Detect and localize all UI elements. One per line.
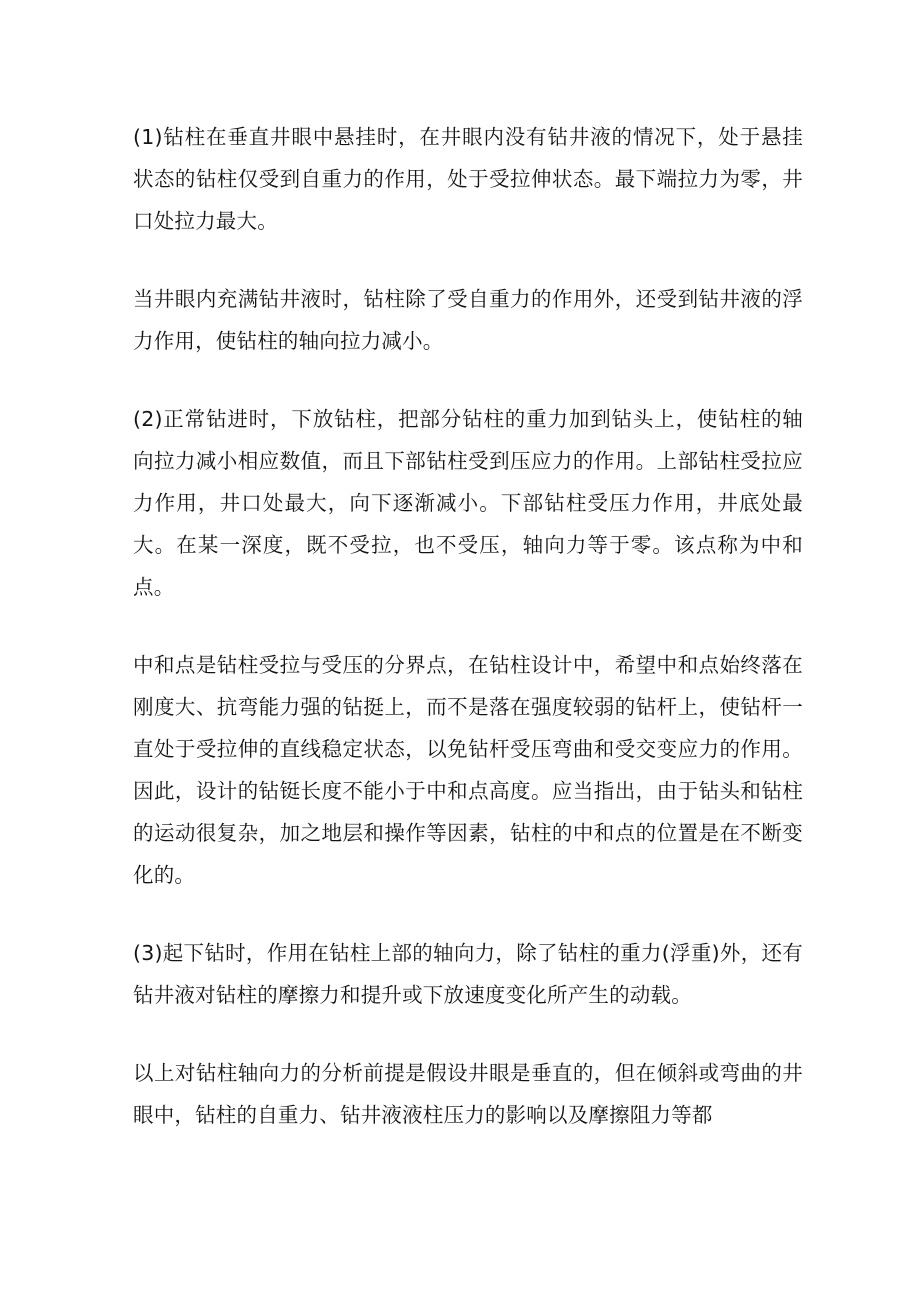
paragraph-4: 中和点是钻柱受拉与受压的分界点，在钻柱设计中，希望中和点始终落在刚度大、抗弯能力强的钻挺上，而不是落在强度较弱的钻杆上，使钻杆一直处于受拉伸的直线稳定状态，以免钻杆受压弯曲和受交变应力的作用。因此，设计的钻铤长度不能小于中和点高度。应当指出，由于钻头和钻柱的运动很复杂，加之地层和操作等因素，钻柱的中和点的位置是在不断变化的。 bbox=[133, 653, 803, 887]
paragraph-5: (3)起下钻时，作用在钻柱上部的轴向力，除了钻柱的重力(浮重)外，还有钻井液对钻柱的摩擦力和提升或下放速度变化所产生的动载。 bbox=[133, 941, 803, 1007]
paragraph-6: 以上对钻柱轴向力的分析前提是假设井眼是垂直的，但在倾斜或弯曲的井眼中，钻柱的自重力、钻井液液柱压力的影响以及摩擦阻力等都 bbox=[133, 1061, 803, 1127]
paragraph-2: 当井眼内充满钻井液时，钻柱除了受自重力的作用外，还受到钻井液的浮力作用，使钻柱的轴向拉力减小。 bbox=[133, 287, 803, 353]
paragraph-3: (2)正常钻进时，下放钻柱，把部分钻柱的重力加到钻头上，使钻柱的轴向拉力减小相应数值，而且下部钻柱受到压应力的作用。上部钻柱受拉应力作用，井口处最大，向下逐渐减小。下部钻柱受压力作用，井底处最大。在某一深度，既不受拉，也不受压，轴向力等于零。该点称为中和点。 bbox=[133, 407, 803, 599]
document-body bbox=[133, 116, 803, 1172]
paragraph-1: (1)钻柱在垂直井眼中悬挂时，在井眼内没有钻井液的情况下，处于悬挂状态的钻柱仅受到自重力的作用，处于受拉伸状态。最下端拉力为零，井口处拉力最大。 bbox=[133, 125, 803, 233]
